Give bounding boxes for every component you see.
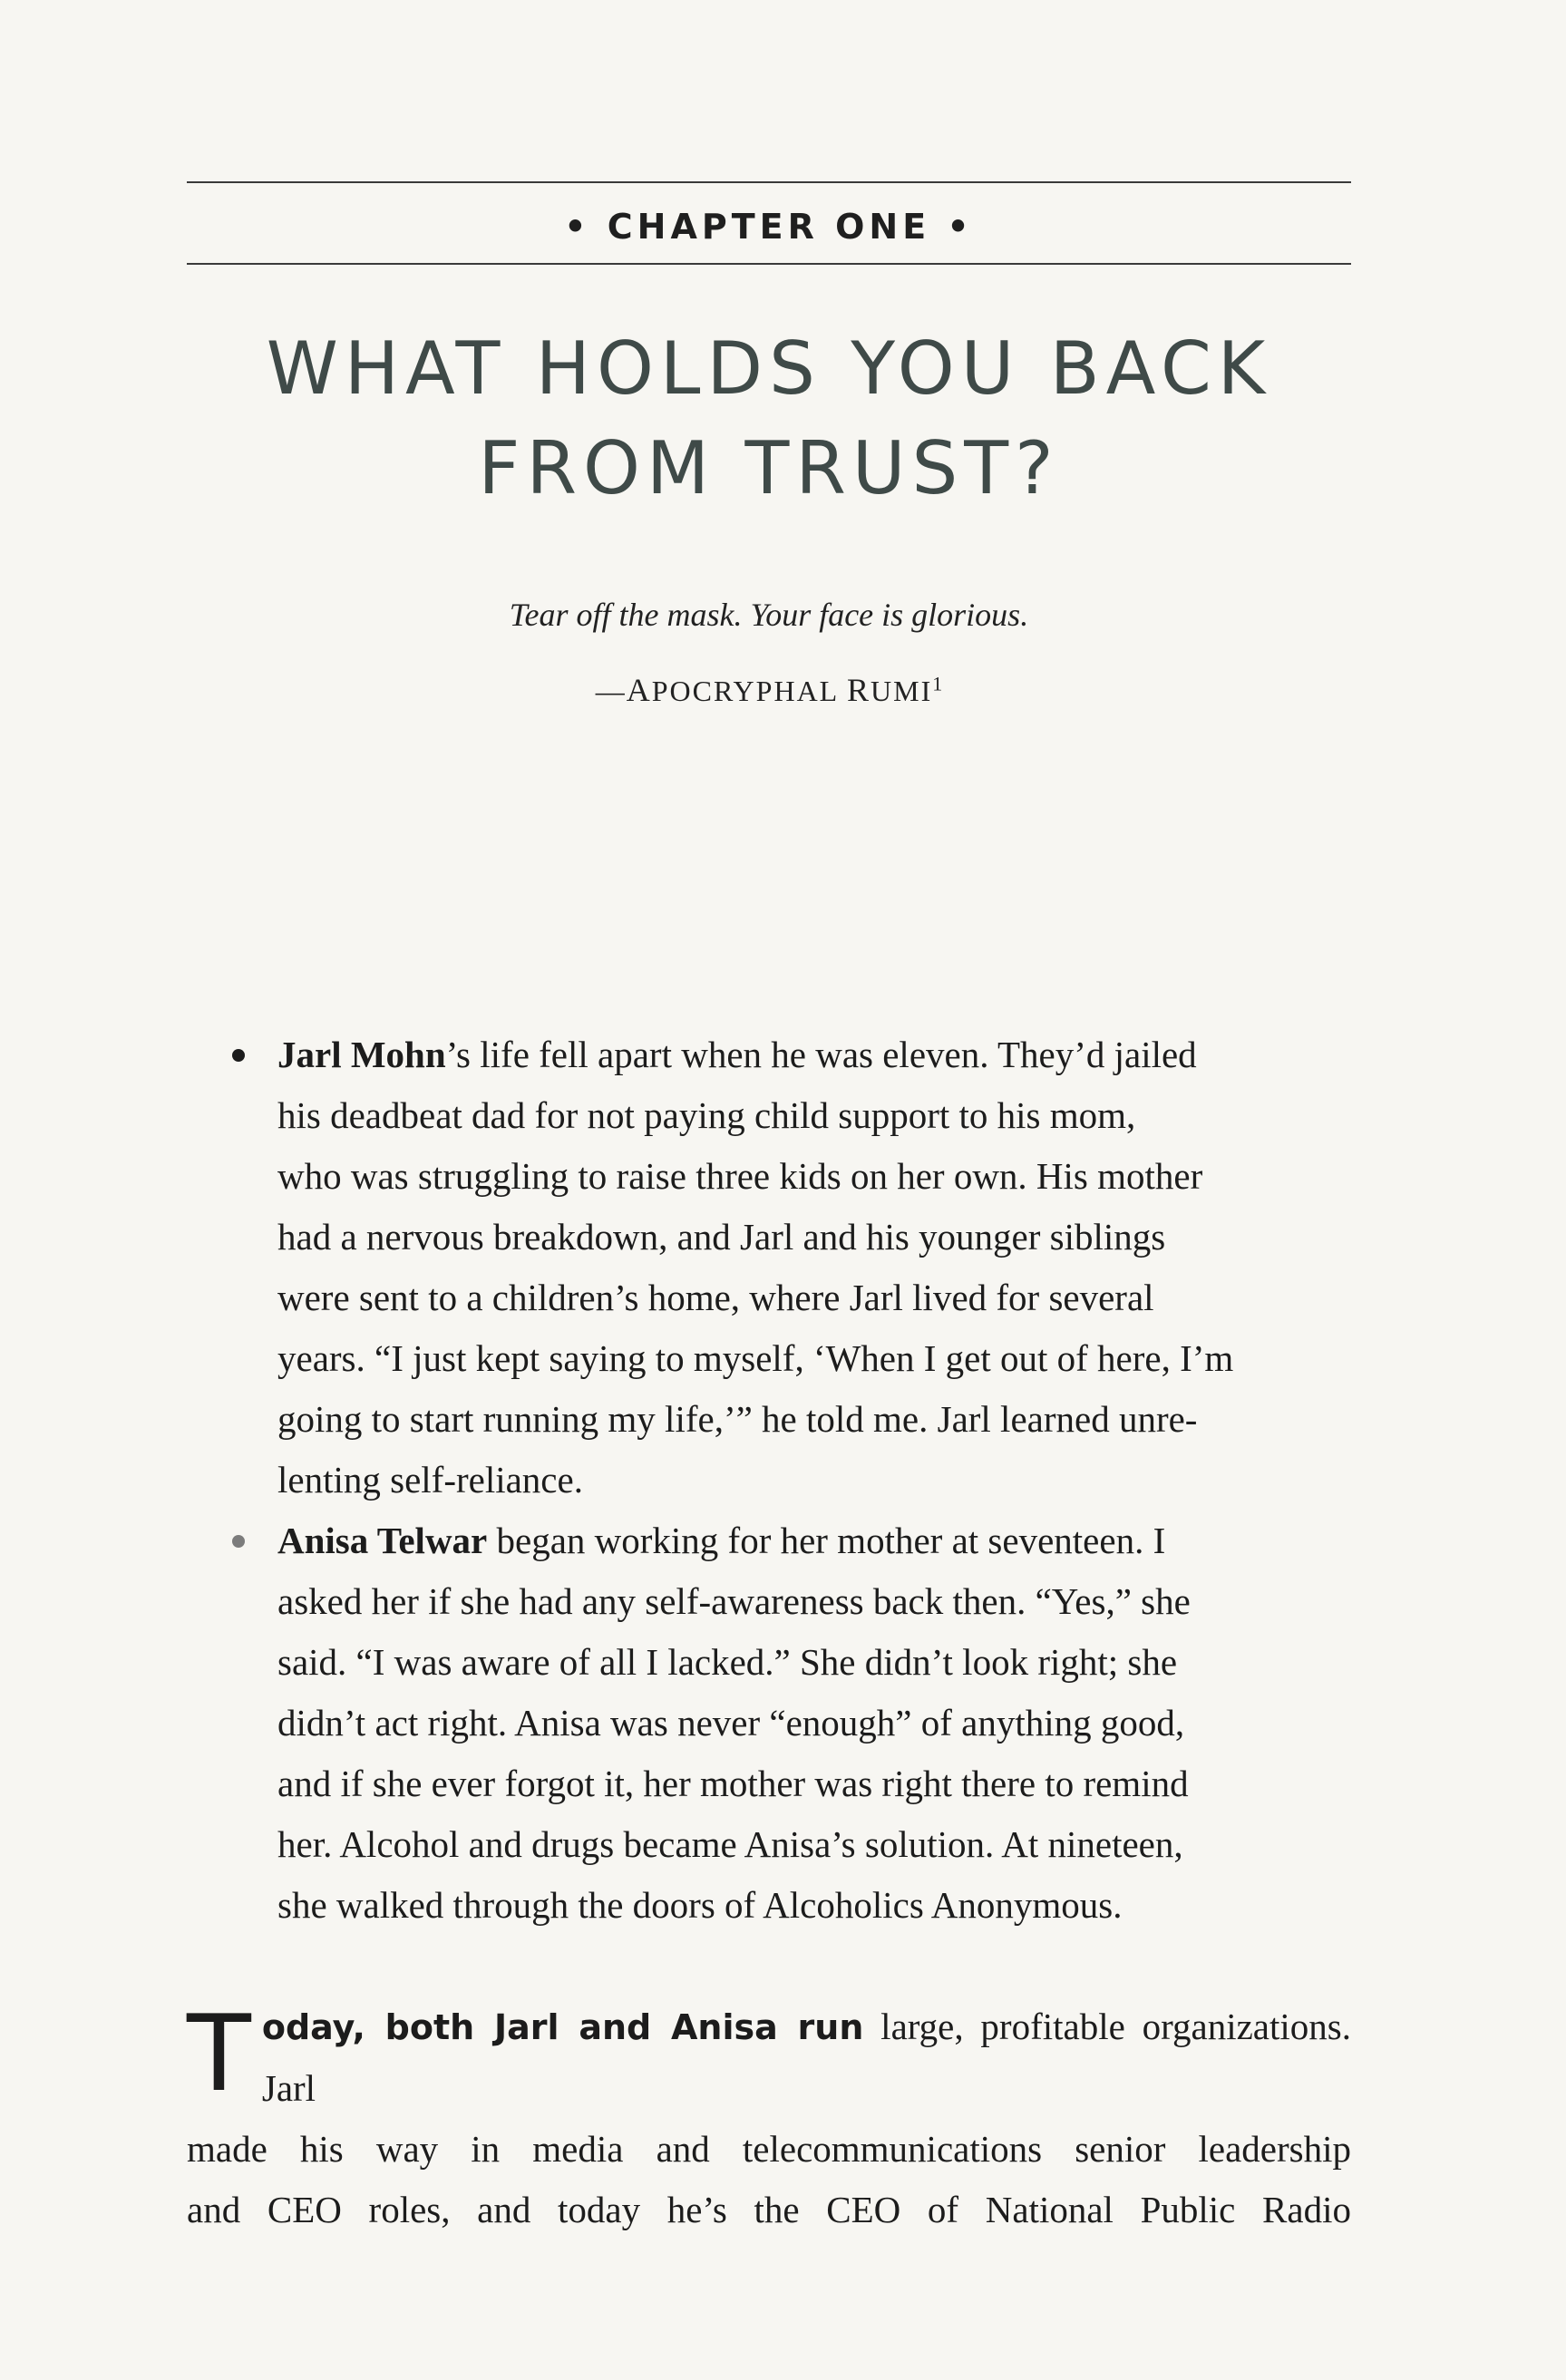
- text-line: and if she ever forgot it, her mother was right there to remind: [277, 1763, 1189, 1804]
- text-line: going to start running my life,’” he told me. Jarl learned unre-: [277, 1398, 1198, 1440]
- title-line-1: WHAT HOLDS YOU BACK: [266, 326, 1272, 411]
- epigraph-attribution: [187, 671, 1351, 709]
- person-name: Jarl Mohn: [277, 1034, 446, 1075]
- attribution-initial-2: R: [847, 672, 871, 708]
- text-line: began working for her mother at seventeen. I: [487, 1520, 1166, 1561]
- text-line: [187, 1993, 1351, 2119]
- bullet-list: [277, 1025, 1306, 1936]
- footnote-marker: 1: [932, 672, 943, 695]
- lead-in: oday, both Jarl and Anisa run: [261, 2007, 864, 2047]
- bullet-icon: [232, 1049, 245, 1062]
- closing-paragraph: [187, 1993, 1351, 2240]
- text-line: her. Alcohol and drugs became Anisa’s solution. At nineteen,: [277, 1823, 1183, 1865]
- text-line: she walked through the doors of Alcoholics Anonymous.: [277, 1884, 1123, 1926]
- text-line: and CEO roles, and today he’s the CEO of National Public Radio: [187, 2189, 1351, 2230]
- text-line: who was struggling to raise three kids on her own. His mother: [277, 1155, 1203, 1197]
- text-line: years. “I just kept saying to myself, ‘When I get out of here, I’m: [277, 1337, 1234, 1379]
- attribution-rest-2: UMI: [871, 675, 933, 707]
- attribution-dash: —: [595, 675, 627, 707]
- list-item: [277, 1511, 1306, 1936]
- bullet-icon: [232, 1535, 245, 1548]
- text-line: said. “I was aware of all I lacked.” She didn’t look right; she: [277, 1641, 1178, 1683]
- text-line: didn’t act right. Anisa was never “enough” of anything good,: [277, 1702, 1185, 1744]
- chapter-label: • CHAPTER ONE •: [564, 207, 974, 247]
- text-line: ’s life fell apart when he was eleven. They’d jailed: [445, 1034, 1197, 1075]
- line-1-rest: large, profitable organizations. Jarl: [261, 2006, 1351, 2109]
- attribution-initial-1: A: [626, 672, 652, 708]
- text-line: were sent to a children’s home, where Jarl lived for several: [277, 1277, 1154, 1318]
- title-line-2: FROM TRUST?: [478, 426, 1060, 510]
- text-line: had a nervous breakdown, and Jarl and his younger siblings: [277, 1216, 1166, 1258]
- epigraph-quote: Tear off the mask. Your face is glorious.: [509, 597, 1029, 633]
- attribution-rest-1: POCRYPHAL: [651, 675, 839, 707]
- chapter-title: [187, 319, 1351, 519]
- top-rule: [187, 181, 1351, 183]
- text-line: made his way in media and telecommunications senior leadership: [187, 2128, 1351, 2170]
- drop-cap: T: [187, 1993, 251, 2115]
- text-line: lenting self-reliance.: [277, 1459, 583, 1501]
- person-name: Anisa Telwar: [277, 1520, 488, 1561]
- bottom-rule: [187, 263, 1351, 265]
- list-item: [277, 1025, 1306, 1511]
- text-line: his deadbeat dad for not paying child support to his mom,: [277, 1094, 1136, 1136]
- text-line: asked her if she had any self-awareness back then. “Yes,” she: [277, 1580, 1191, 1622]
